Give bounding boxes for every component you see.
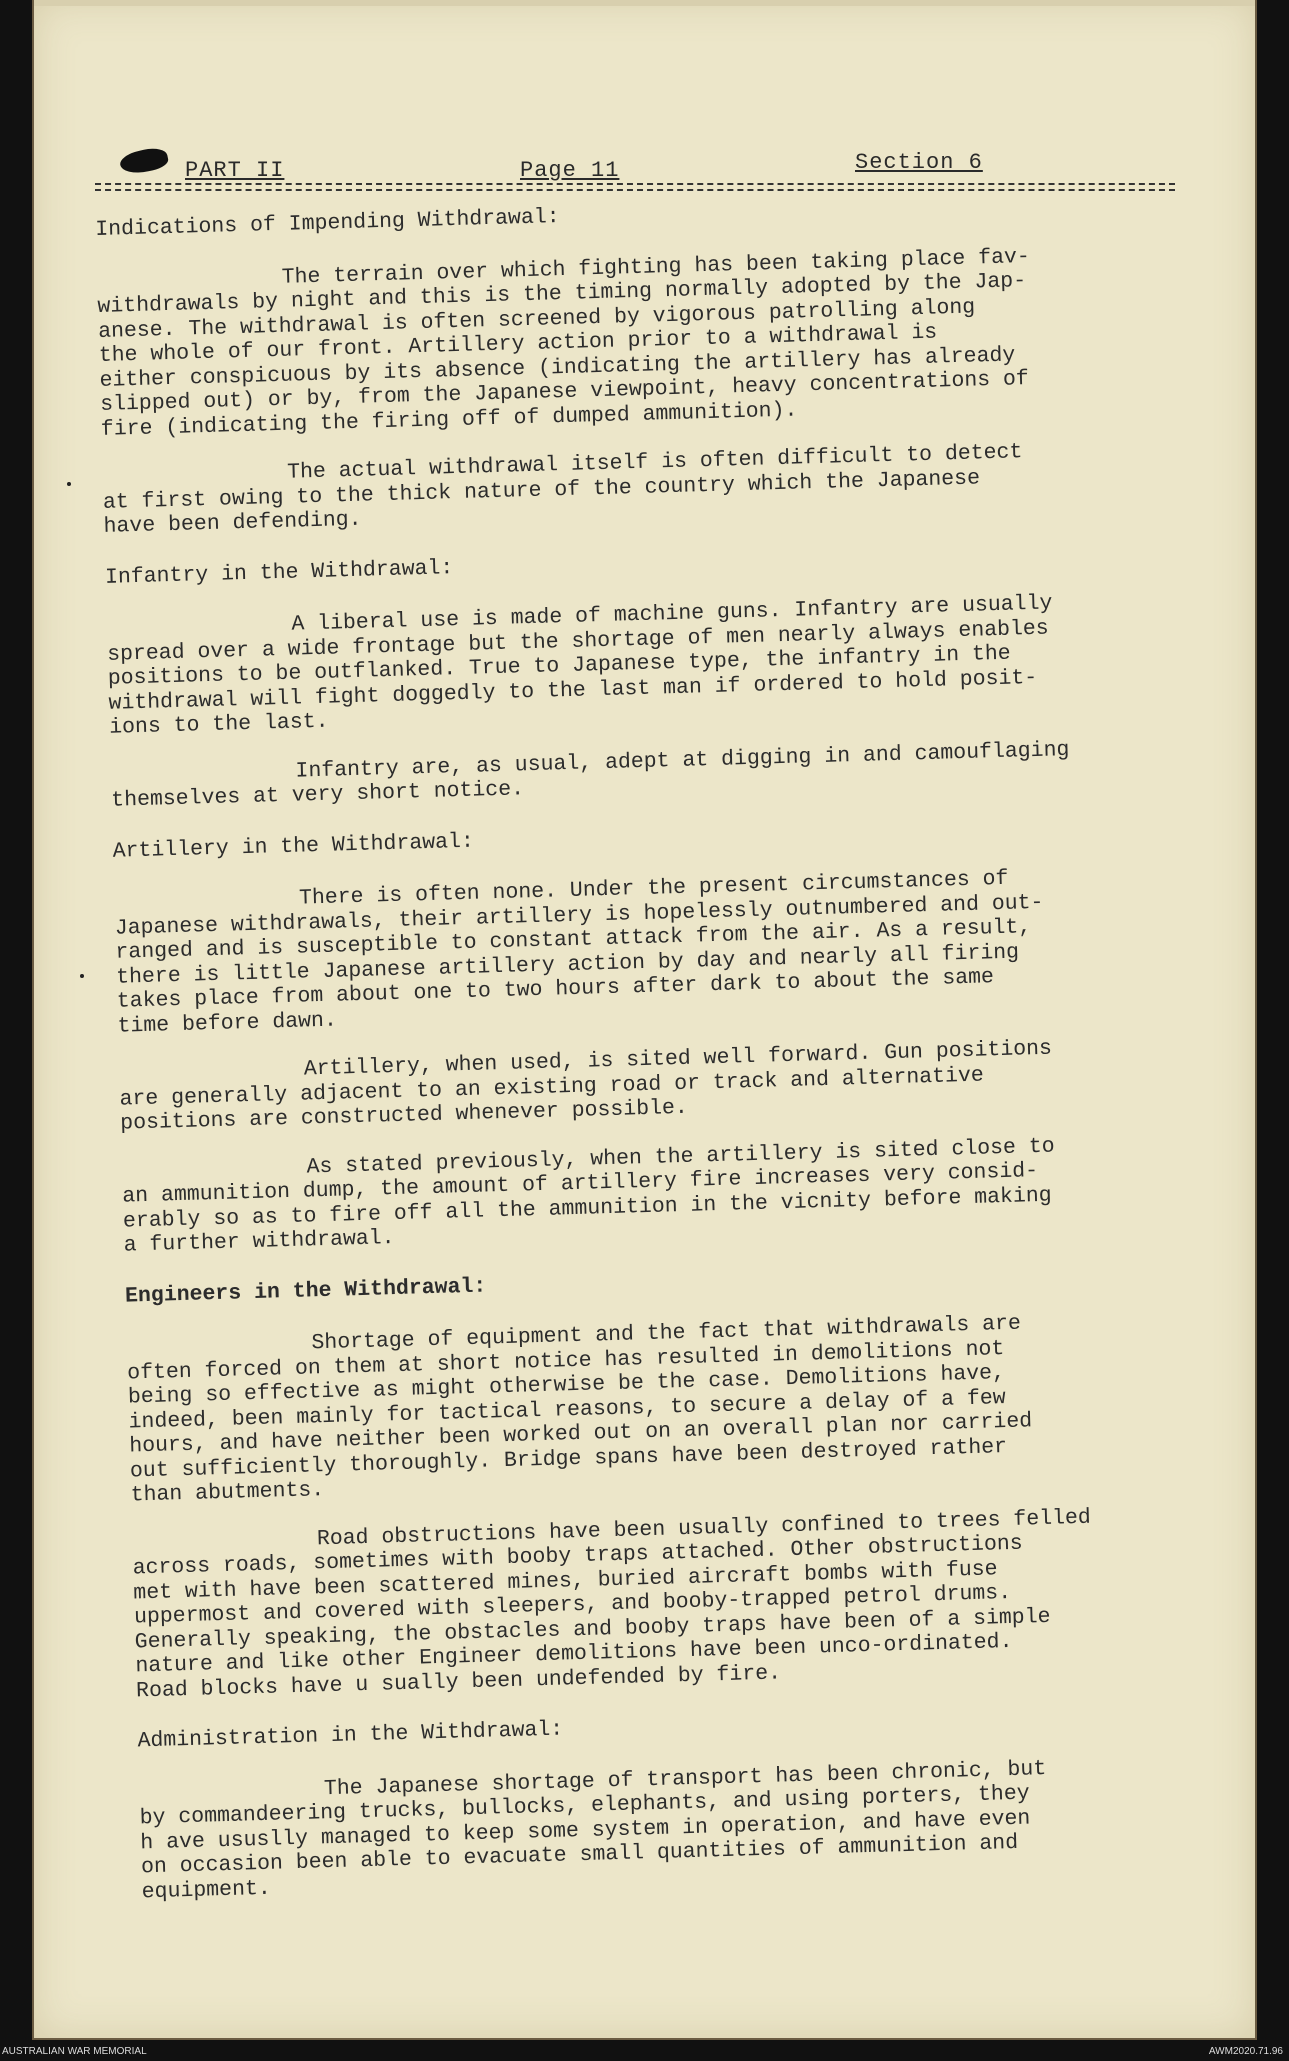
paragraph: Artillery, when used, is sited well forward. Gun positions are generally adjacent to an existing road or track and alternative positions are constructed whenever possible.: [119, 1036, 1053, 1136]
section-heading: Indications of Impending Withdrawal:: [95, 205, 560, 242]
paragraph: There is often none. Under the present circumstances of Japanese withdrawals, their artillery is hopelessly outnumbered and out- ranged and is susceptible to constant attack from the air. As a result, there is little Japanese artillery action by day and nearly all firing takes place from about one to two hours after dark to about the same time before dawn.: [114, 866, 1044, 1039]
section-heading: Artillery in the Withdrawal:: [112, 829, 475, 864]
header-part: PART II: [185, 158, 285, 183]
page-top-edge: [34, 0, 1255, 6]
archive-footer: [0, 2046, 1289, 2061]
paragraph: A liberal use is made of machine guns. Infantry are usually spread over a wide frontage but the shortage of men nearly always enables positions to be outflanked. True to Japanese type, the infantry in the withdrawal will fight doggedly to the last man if ordered to hold posit- ions to the last.: [106, 591, 1053, 740]
section-heading: Engineers in the Withdrawal:: [124, 1273, 487, 1309]
header-page: Page 11: [520, 158, 620, 183]
header-rule: [95, 183, 1175, 185]
section-heading: Administration in the Withdrawal:: [137, 1717, 564, 1754]
footer-institution: AUSTRALIAN WAR MEMORIAL: [2, 2046, 147, 2057]
paragraph: The terrain over which fighting has been taking place fav- withdrawals by night and this is the timing normally adopted by the Jap- anese. The withdrawal is often screened by vigorous patrolling along the whole of our front. Artillery action prior to a withdrawal is either conspicuous by its absence (indicating the artillery has already slipped out) or by, from the Japanese viewpoint, heavy concentrations of fire (indicating the firing off of dumped ammunition).: [97, 244, 1031, 442]
paragraph: Infantry are, as usual, adept at digging in and camouflaging themselves at very short notice.: [110, 737, 1070, 813]
paragraph: Shortage of equipment and the fact that withdrawals are often forced on them at short notice has resulted in demolitions not being so effective as might otherwise be the case. Demolitions have, indeed, been mainly for tactical reasons, to secure a delay of a few hours, and have neither been worked out on an overall plan nor carried out sufficiently thoroughly. Bridge spans have been destroyed rather than abutments.: [126, 1311, 1033, 1508]
header-section: Section 6: [855, 150, 983, 175]
paragraph: The actual withdrawal itself is often difficult to detect at first owing to the thick nature of the country which the Japanese have been defending.: [102, 440, 1023, 539]
header-rule-double: [95, 189, 1175, 191]
section-heading: Infantry in the Withdrawal:: [104, 555, 454, 590]
margin-mark: [67, 482, 71, 486]
margin-mark: [80, 974, 84, 978]
paragraph: Road obstructions have been usually confined to trees felled across roads, sometimes with booby traps attached. Other obstructions met with have been scattered mines, buried aircraft bombs with fuse uppermost and covered with sleepers, and booby-trapped petrol drums. Generally speaking, the obstacles and booby traps have been of a simple nature and like other Engineer demolitions have been unco-ordinated. Road blocks have u sually been undefended by fire.: [132, 1505, 1092, 1703]
page-header: [95, 148, 1175, 198]
paragraph: As stated previously, when the artillery is sited close to an ammunition dump, the amount of artillery fire increases very consid- erably so as to fire off all the ammunition in the vicnity before making a further withdrawal.: [122, 1134, 1055, 1258]
paragraph: The Japanese shortage of transport has been chronic, but by commandeering trucks, bullocks, elephants, and using porters, they h ave ususlly managed to keep some system in operation, and have even on occasion been able to evacuate small quantities of ammunition and equipment.: [139, 1756, 1047, 1904]
footer-catalogue-id: AWM2020.71.96: [1208, 2046, 1283, 2057]
document-body: [95, 187, 1252, 1928]
